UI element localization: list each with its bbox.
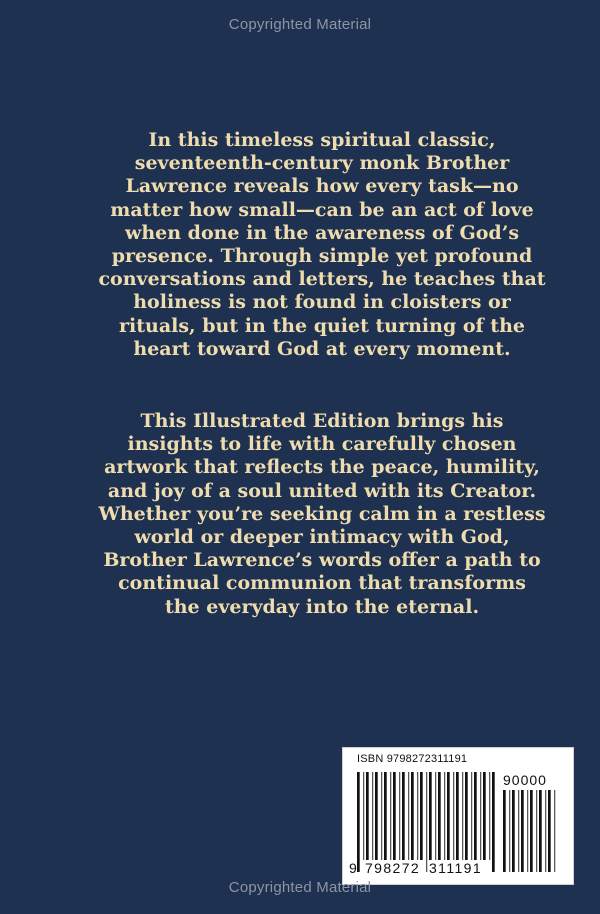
blurb-line: holiness is not found in cloisters or [133, 291, 511, 314]
blurb-line: artwork that reflects the peace, humility, [104, 456, 540, 479]
copyright-watermark-top: Copyrighted Material [228, 16, 372, 33]
blurb-line: In this timeless spiritual classic, [148, 129, 496, 151]
isbn-label: ISBN 9798272311191 [357, 753, 468, 765]
price-code: 90000 [503, 772, 547, 788]
blurb-line: Lawrence reveals how every task—no [125, 175, 519, 198]
blurb-line: continual communion that transforms [118, 572, 526, 595]
blurb-line: seventeenth-century monk Brother [134, 152, 510, 175]
barcode-digits-right: 311191 [429, 860, 483, 876]
copyright-watermark-bottom: Copyrighted Material [228, 879, 372, 896]
blurb-line: Brother Lawrence’s words offer a path to [103, 549, 541, 572]
barcode-digits-left: 798272 [365, 860, 421, 876]
blurb-line: Whether you’re seeking calm in a restless [98, 502, 546, 525]
blurb-line: world or deeper intimacy with God, [134, 526, 510, 549]
blurb-line: heart toward God at every moment. [133, 337, 511, 360]
blurb-line: the everyday into the eternal. [164, 595, 480, 618]
blurb-paragraph-1 [98, 129, 546, 361]
blurb-paragraph-2 [98, 410, 546, 619]
blurb-line: when done in the awareness of God’s [124, 221, 520, 244]
barcode-bars [357, 772, 497, 872]
blurb-line: conversations and letters, he teaches that [98, 268, 546, 291]
blurb-line: matter how small—can be an act of love [110, 198, 534, 221]
blurb-line: presence. Through simple yet profound [111, 245, 533, 268]
blurb-line: insights to life with carefully chosen [127, 433, 517, 456]
isbn-barcode [342, 747, 574, 885]
blurb-line: rituals, but in the quiet turning of the [119, 314, 525, 337]
blurb-line: This Illustrated Edition brings his [140, 410, 504, 432]
blurb-line: and joy of a soul united with its Creator. [107, 479, 537, 502]
addon-barcode-bars [503, 790, 557, 872]
barcode-digit-first: 9 [349, 860, 357, 876]
